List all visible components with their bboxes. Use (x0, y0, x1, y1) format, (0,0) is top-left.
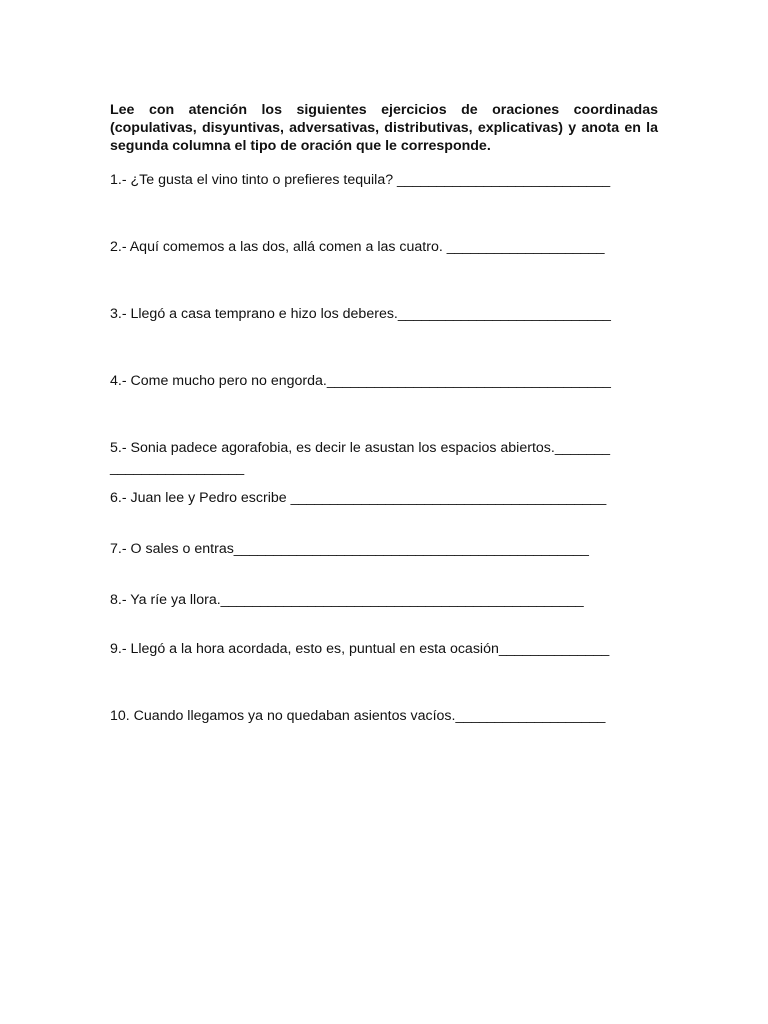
exercise-5-line-2: _________________ (110, 460, 245, 476)
exercise-9: 9.- Llegó a la hora acordada, esto es, puntual en esta ocasión______________ (110, 641, 610, 657)
exercise-7: 7.- O sales o entras_____________________________________________ (110, 541, 589, 557)
exercise-4: 4.- Come mucho pero no engorda.____________________________________ (110, 373, 611, 389)
instructions-paragraph: Lee con atención los siguientes ejercicios de oraciones coordinadas (copulativas, disyuntivas, adversativas, distributivas, explicativas) y anota en la segunda columna el tipo de oración que le corresponde. (110, 102, 658, 154)
exercise-10: 10. Cuando llegamos ya no quedaban asientos vacíos.___________________ (110, 708, 606, 724)
exercise-5 (110, 438, 610, 478)
exercise-2: 2.- Aquí comemos a las dos, allá comen a las cuatro. ____________________ (110, 239, 605, 255)
exercise-3: 3.- Llegó a casa temprano e hizo los deberes.___________________________ (110, 306, 611, 322)
exercise-1: 1.- ¿Te gusta el vino tinto o prefieres tequila? ___________________________ (110, 172, 611, 188)
exercise-8: 8.- Ya ríe ya llora.______________________________________________ (110, 592, 584, 608)
exercise-5-line-1: 5.- Sonia padece agorafobia, es decir le asustan los espacios abiertos._______ (110, 440, 611, 456)
exercise-6: 6.- Juan lee y Pedro escribe ________________________________________ (110, 490, 607, 506)
